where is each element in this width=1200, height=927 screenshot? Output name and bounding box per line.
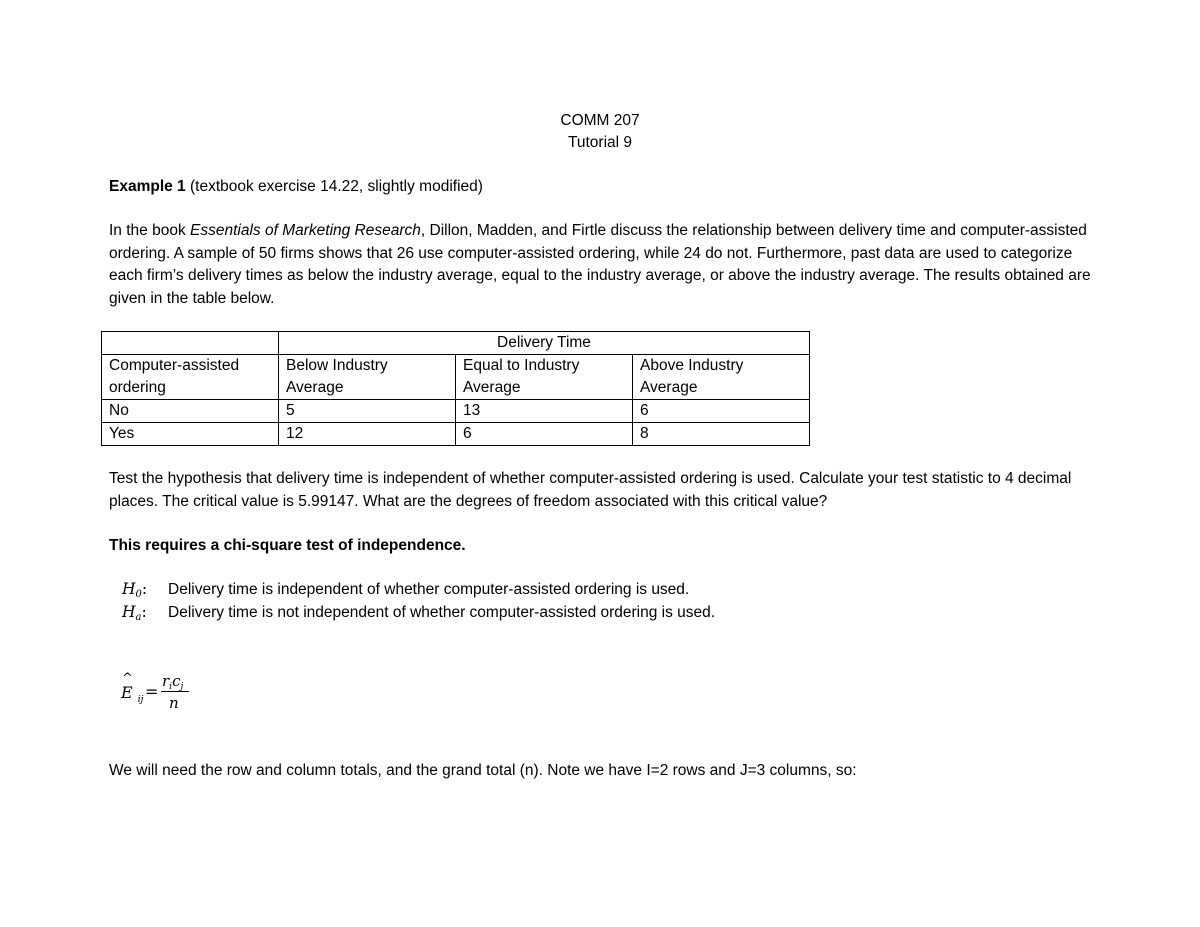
formula-r-sub: i bbox=[169, 682, 173, 692]
formula-fraction-bar bbox=[161, 691, 189, 692]
column-header-line2: Average bbox=[463, 379, 521, 396]
example-heading bbox=[109, 176, 1094, 199]
table-cell: 6 bbox=[633, 400, 810, 423]
column-header-line2: Average bbox=[640, 379, 698, 396]
row-label: No bbox=[102, 400, 279, 423]
formula-lhs-sub: ij bbox=[137, 695, 144, 705]
test-statement: This requires a chi-square test of independence. bbox=[109, 537, 466, 554]
table-cell: 5 bbox=[279, 400, 456, 423]
example-label: Example 1 bbox=[109, 178, 186, 195]
column-header-line1: Above Industry bbox=[640, 357, 744, 374]
table-cell: 8 bbox=[633, 423, 810, 446]
question-paragraph: Test the hypothesis that delivery time is independent of whether computer-assisted ordering is used. Calculate your test statistic to 4 decimal places. The critical value is 5.99147. What are the degrees of freedom associated with this critical value? bbox=[109, 470, 1072, 510]
row-header-line2: ordering bbox=[109, 379, 166, 396]
formula-numerator bbox=[162, 672, 183, 696]
table-row bbox=[102, 400, 810, 423]
empty-corner-cell bbox=[102, 332, 279, 355]
h0-symbol: $H_0$: bbox=[122, 580, 148, 600]
row-header-line1: Computer-assisted bbox=[109, 357, 240, 374]
formula-e: E bbox=[121, 683, 133, 702]
book-title: Essentials of Marketing Research bbox=[190, 222, 421, 239]
table-row bbox=[102, 423, 810, 446]
table-cell: 6 bbox=[456, 423, 633, 446]
h0-subscript: 0 bbox=[135, 589, 142, 600]
column-header-line1: Below Industry bbox=[286, 357, 388, 374]
h0-letter: H bbox=[122, 580, 136, 598]
intro-paragraph bbox=[109, 220, 1094, 310]
column-header-line2: Average bbox=[286, 379, 344, 396]
table-cell: 13 bbox=[456, 400, 633, 423]
ha-text: Delivery time is not independent of whether computer-assisted ordering is used. bbox=[168, 604, 716, 621]
example-note: (textbook exercise 14.22, slightly modified) bbox=[185, 178, 483, 195]
column-header-line1: Equal to Industry bbox=[463, 357, 580, 374]
tutorial-title: Tutorial 9 bbox=[567, 134, 633, 151]
formula-denominator: n bbox=[169, 694, 179, 712]
table-subheader-row bbox=[102, 355, 810, 400]
formula-c-sub: j bbox=[180, 682, 184, 692]
table-header-row bbox=[102, 332, 810, 355]
column-header-equal bbox=[456, 355, 633, 400]
formula-r: r bbox=[162, 672, 170, 690]
course-title: COMM 207 bbox=[560, 112, 640, 129]
column-header-above bbox=[633, 355, 810, 400]
delivery-time-header: Delivery Time bbox=[279, 332, 810, 355]
formula-c: c bbox=[172, 672, 181, 690]
row-header-cell bbox=[102, 355, 279, 400]
h0-text: Delivery time is independent of whether computer-assisted ordering is used. bbox=[168, 581, 690, 598]
intro-part1: In the book bbox=[109, 222, 191, 239]
intro-part2: , Dillon, Madden, and Firtle discuss the relationship between delivery time and computer-assisted ordering. A sample of 50 firms shows that 26 use computer-assisted ordering, while 24 do not. Furthermore, past data are used to categorize each firm’s delivery times as below the industry average, equal to the industry average, or above the industry average. The results obtained are given in the table below. bbox=[109, 222, 1091, 307]
ha-subscript: a bbox=[135, 612, 142, 623]
expected-count-formula bbox=[121, 672, 211, 722]
closing-paragraph: We will need the row and column totals, and the grand total (n). Note we have I=2 rows and J=3 columns, so: bbox=[109, 762, 857, 779]
row-label: Yes bbox=[102, 423, 279, 446]
formula-equals: = bbox=[145, 682, 159, 701]
column-header-below bbox=[279, 355, 456, 400]
ha-symbol: $H_a$: bbox=[122, 603, 147, 623]
delivery-time-table bbox=[101, 331, 810, 446]
table-cell: 12 bbox=[279, 423, 456, 446]
ha-letter: H bbox=[122, 603, 136, 621]
formula-lhs: ^ E $_{ij}$ bbox=[121, 671, 144, 705]
